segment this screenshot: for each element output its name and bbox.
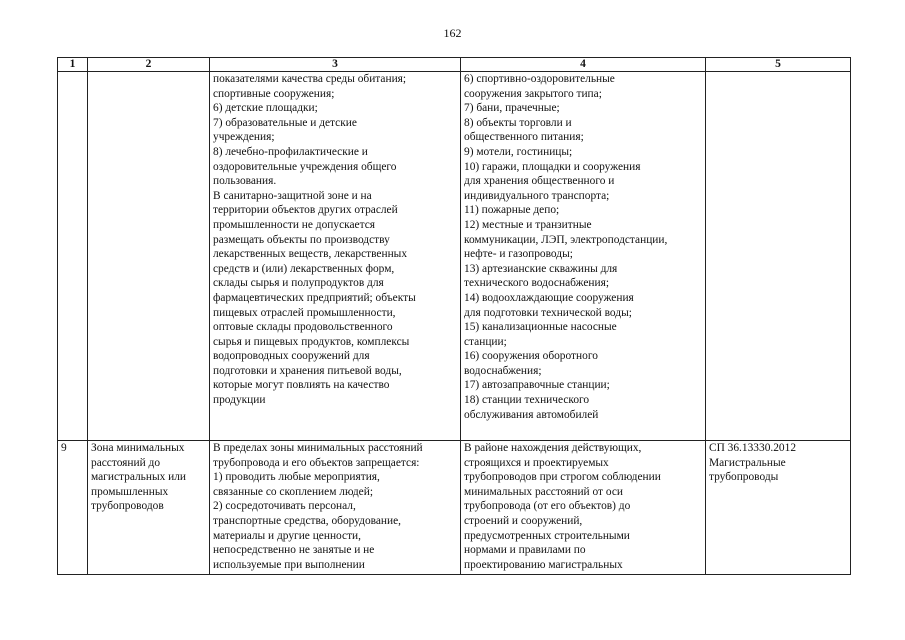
cell-text-line: 6) детские площадки; [213, 102, 318, 115]
cell-text-line: показателями качества среды обитания; [213, 73, 407, 85]
cell-text-line: учреждения; [213, 131, 275, 144]
cell-text-line: лекарственных веществ, лекарственных [213, 248, 408, 261]
cell-text-line: склады сырья и полупродуктов для [213, 277, 384, 290]
table-row [58, 441, 851, 575]
cell-text-line: нефте- и газопроводы; [464, 248, 573, 261]
cell-text-line: 18) станции технического [464, 394, 590, 407]
cell-text-line: 12) местные и транзитные [464, 218, 592, 231]
header-col-3: 3 [210, 58, 461, 72]
cell-text-line: оптовые склады продовольственного [213, 321, 393, 334]
cell-text-line: транспортные средства, оборудование, [213, 514, 402, 527]
cell-text-line: 6) спортивно-оздоровительные [464, 73, 615, 85]
cell-text-line: водопроводных сооружений для [213, 350, 370, 363]
cell-text-line: СП 36.13330.2012 [709, 442, 797, 454]
cell-text-line: трубопровода и его объектов запрещается: [213, 456, 420, 469]
cell-text-line: 9) мотели, гостиницы; [464, 145, 573, 158]
cell-text-line: фармацевтических предприятий; объекты [213, 291, 416, 304]
cell-text-line: В пределах зоны минимальных расстояний [213, 442, 423, 454]
cell-text-line: средств и (или) лекарственных форм, [213, 262, 395, 275]
row-number-cell [58, 72, 88, 441]
cell-text-line: индивидуального транспорта; [464, 189, 610, 202]
cell-text-line: материалы и другие ценности, [213, 529, 362, 542]
cell-text-line: 16) сооружения оборотного [464, 350, 598, 363]
cell-text-line: 8) объекты торговли и [464, 116, 572, 129]
cell-text-line: размещать объекты по производству [213, 233, 390, 246]
allowed-objects-cell [461, 441, 706, 575]
restrictions-cell [210, 441, 461, 575]
cell-text-line: 15) канализационные насосные [464, 321, 617, 334]
cell-text-line: сырья и пищевых продуктов, комплексы [213, 335, 410, 348]
cell-text-line: спортивные сооружения; [213, 87, 335, 100]
cell-text-line: 13) артезианские скважины для [464, 262, 618, 275]
cell-text-line: расстояний до [91, 456, 161, 469]
cell-text-line: проектированию магистральных [464, 558, 623, 571]
zone-name-cell [88, 72, 210, 441]
allowed-objects-cell [461, 72, 706, 441]
row-number: 9 [61, 442, 67, 454]
regulation-table [57, 57, 851, 575]
cell-text-line: 8) лечебно-профилактические и [213, 145, 368, 158]
cell-text-line: водоснабжения; [464, 364, 542, 377]
cell-text-line: трубопровода (от его объектов) до [464, 500, 631, 513]
cell-text-line: 2) сосредоточивать персонал, [213, 500, 356, 513]
cell-text-line: сооружения закрытого типа; [464, 87, 602, 100]
cell-text-line: 17) автозаправочные станции; [464, 379, 610, 392]
cell-text-line: пищевых отраслей промышленности, [213, 306, 396, 319]
cell-text-line: В районе нахождения действующих, [464, 442, 642, 454]
cell-text-line: магистральных или [91, 471, 187, 484]
table-header-row [58, 58, 851, 72]
table-row [58, 72, 851, 441]
cell-text-line: 1) проводить любые мероприятия, [213, 471, 380, 484]
cell-text-line: коммуникации, ЛЭП, электроподстанции, [464, 233, 668, 246]
cell-text-line: строящихся и проектируемых [464, 456, 609, 469]
cell-text-line: подготовки и хранения питьевой воды, [213, 364, 402, 377]
cell-text-line: 10) гаражи, площадки и сооружения [464, 160, 641, 173]
cell-text-line: трубопроводы [709, 471, 779, 484]
cell-text-line: 11) пожарные депо; [464, 204, 560, 217]
cell-text-line: непосредственно не занятые и не [213, 544, 375, 557]
cell-text-line: нормами и правилами по [464, 544, 586, 557]
cell-text-line: минимальных расстояний от оси [464, 485, 623, 498]
header-col-5: 5 [706, 58, 851, 72]
cell-text-line: станции; [464, 335, 507, 348]
cell-text-line: которые могут повлиять на качество [213, 379, 390, 392]
cell-text-line: технического водоснабжения; [464, 277, 610, 290]
cell-text-line: связанные со скоплением людей; [213, 485, 373, 498]
cell-text-line: В санитарно-защитной зоне и на [213, 189, 372, 202]
cell-text-line: промышленных [91, 485, 169, 498]
cell-text-line: промышленности не допускается [213, 218, 376, 231]
cell-text-line: трубопроводов при строгом соблюдении [464, 471, 661, 484]
cell-text-line: 7) бани, прачечные; [464, 102, 560, 115]
cell-text-line: обслуживания автомобилей [464, 408, 599, 421]
cell-text-line: для подготовки технической воды; [464, 306, 632, 319]
cell-text-line: Зона минимальных [91, 442, 185, 454]
header-col-1: 1 [58, 58, 88, 72]
cell-text-line: используемые при выполнении [213, 558, 365, 571]
cell-text-line: Магистральные [709, 456, 786, 469]
cell-text-line: территории объектов других отраслей [213, 204, 398, 217]
reference-cell [706, 441, 851, 575]
cell-text-line: строений и сооружений, [464, 514, 583, 527]
reference-cell [706, 72, 851, 441]
cell-text-line: продукции [213, 394, 266, 407]
cell-text-line: для хранения общественного и [464, 175, 615, 188]
restrictions-cell [210, 72, 461, 441]
cell-text-line: предусмотренных строительными [464, 529, 630, 542]
row-number-cell [58, 441, 88, 575]
cell-text-line: трубопроводов [91, 500, 164, 513]
page-number: 162 [443, 26, 462, 40]
cell-text-line: пользования. [213, 175, 277, 188]
header-col-2: 2 [88, 58, 210, 72]
header-col-4: 4 [461, 58, 706, 72]
cell-text-line: 14) водоохлаждающие сооружения [464, 291, 634, 304]
cell-text-line: оздоровительные учреждения общего [213, 160, 397, 173]
zone-name-cell [88, 441, 210, 575]
cell-text-line: 7) образовательные и детские [213, 116, 357, 129]
cell-text-line: общественного питания; [464, 131, 584, 144]
